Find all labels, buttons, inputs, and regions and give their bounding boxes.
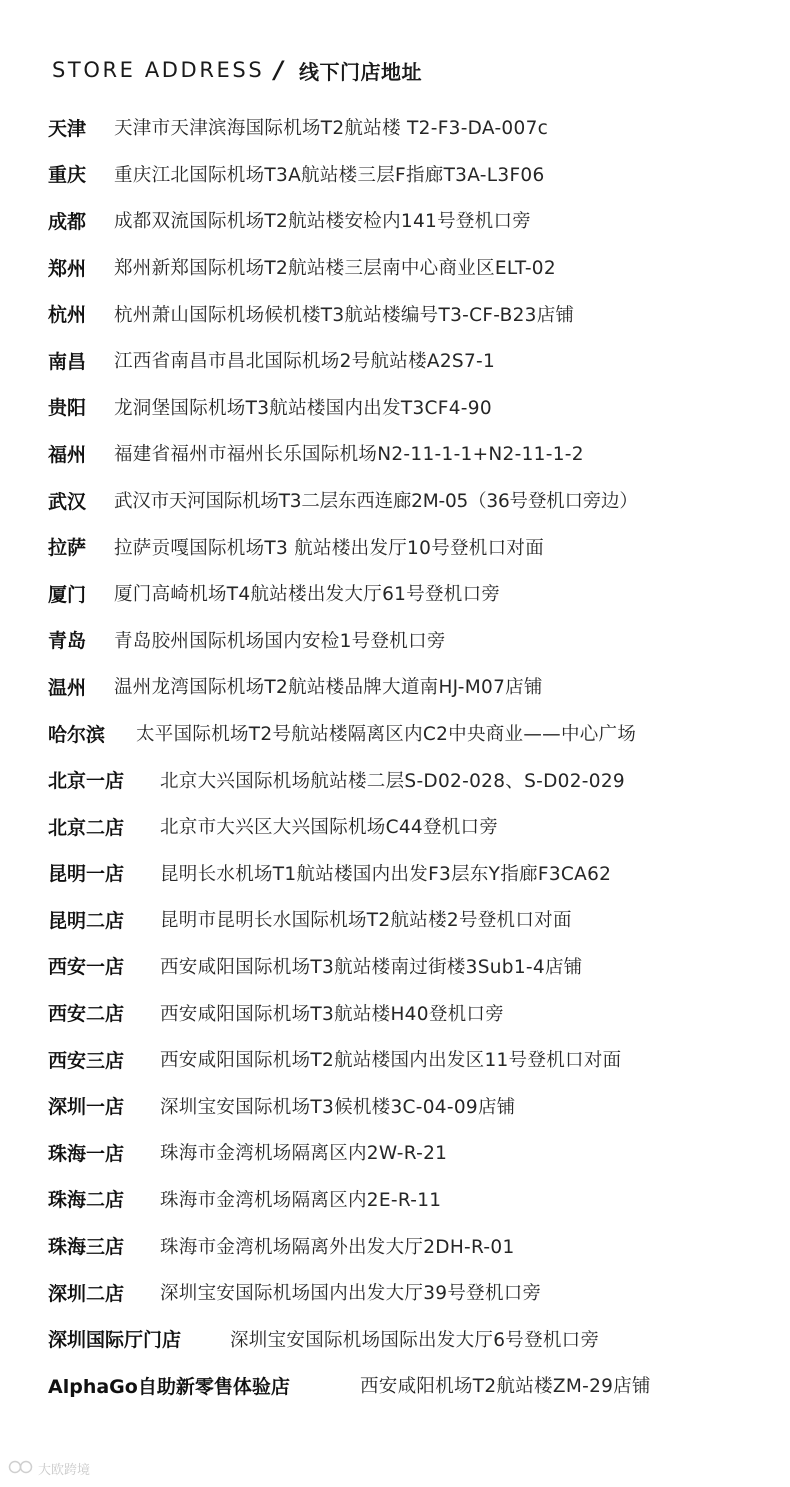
- header-title-en: STORE ADDRESS: [52, 58, 265, 82]
- store-row: [48, 1129, 783, 1176]
- store-city: 珠海一店: [48, 1142, 125, 1165]
- store-address: 深圳宝安国际机场国内出发大厅39号登机口旁: [160, 1283, 542, 1305]
- store-list: [48, 104, 783, 1409]
- store-row: [48, 1036, 783, 1083]
- store-city: 青岛: [48, 630, 87, 653]
- store-row: [48, 244, 783, 291]
- store-city: AlphaGo自助新零售体验店: [48, 1375, 290, 1398]
- header-separator: /: [274, 56, 284, 84]
- store-row: [48, 1222, 783, 1269]
- store-address: 珠海市金湾机场隔离外出发大厅2DH-R-01: [160, 1236, 515, 1258]
- watermark-logo-icon: [8, 1460, 34, 1477]
- store-row: [48, 756, 783, 803]
- store-address: 江西省南昌市昌北国际机场2号航站楼A2S7-1: [114, 351, 496, 373]
- store-address: 深圳宝安国际机场国际出发大厅6号登机口旁: [230, 1329, 600, 1351]
- store-row: [48, 570, 783, 617]
- store-address: 郑州新郑国际机场T2航站楼三层南中心商业区ELT-02: [114, 258, 556, 280]
- store-city: 深圳国际厅门店: [48, 1329, 182, 1352]
- store-row: [48, 850, 783, 897]
- store-row: [48, 989, 783, 1036]
- store-address: 西安咸阳国际机场T2航站楼国内出发区11号登机口对面: [160, 1050, 622, 1072]
- store-city: 温州: [48, 676, 87, 699]
- store-row: [48, 477, 783, 524]
- store-city: 西安一店: [48, 956, 125, 979]
- store-row: [48, 337, 783, 384]
- store-city: 拉萨: [48, 537, 87, 560]
- watermark: [8, 1459, 90, 1478]
- watermark-text: 大欧跨境: [38, 1463, 91, 1478]
- page-header: [52, 52, 422, 88]
- store-city: 哈尔滨: [48, 723, 106, 746]
- store-address: 武汉市天河国际机场T3二层东西连廊2M-05（36号登机口旁边）: [114, 491, 638, 513]
- store-address: 福建省福州市福州长乐国际机场N2-11-1-1+N2-11-1-2: [114, 444, 584, 466]
- store-row: [48, 617, 783, 664]
- store-row: [48, 663, 783, 710]
- store-address: 温州龙湾国际机场T2航站楼品牌大道南HJ-M07店铺: [114, 677, 543, 699]
- header-title-cn: 线下门店地址: [299, 59, 423, 84]
- store-row: [48, 384, 783, 431]
- store-city: 福州: [48, 443, 87, 466]
- store-address: 北京大兴国际机场航站楼二层S-D02-028、S-D02-029: [160, 770, 625, 792]
- store-city: 西安三店: [48, 1049, 125, 1072]
- store-row: [48, 1082, 783, 1129]
- store-row: [48, 104, 783, 151]
- store-city: 成都: [48, 210, 87, 233]
- store-city: 天津: [48, 117, 87, 140]
- store-address: 成都双流国际机场T2航站楼安检内141号登机口旁: [114, 211, 532, 233]
- store-address: 珠海市金湾机场隔离区内2E-R-11: [160, 1189, 442, 1211]
- store-address: 青岛胶州国际机场国内安检1号登机口旁: [114, 630, 446, 652]
- store-city: 贵阳: [48, 397, 87, 420]
- store-address: 昆明长水机场T1航站楼国内出发F3层东Y指廊F3CA62: [160, 863, 612, 885]
- store-city: 昆明一店: [48, 863, 125, 886]
- store-address: 西安咸阳机场T2航站楼ZM-29店铺: [360, 1376, 651, 1398]
- store-city: 昆明二店: [48, 909, 125, 932]
- store-city: 深圳一店: [48, 1096, 125, 1119]
- store-row: [48, 1176, 783, 1223]
- store-city: 北京二店: [48, 816, 125, 839]
- store-row: [48, 943, 783, 990]
- store-row: [48, 430, 783, 477]
- store-city: 深圳二店: [48, 1282, 125, 1305]
- store-city: 珠海二店: [48, 1189, 125, 1212]
- store-address: 太平国际机场T2号航站楼隔离区内C2中央商业——中心广场: [136, 724, 637, 746]
- store-address: 珠海市金湾机场隔离区内2W-R-21: [160, 1143, 448, 1165]
- store-row: [48, 803, 783, 850]
- store-address: 重庆江北国际机场T3A航站楼三层F指廊T3A-L3F06: [114, 164, 545, 186]
- store-row: [48, 151, 783, 198]
- store-city: 杭州: [48, 304, 87, 327]
- store-city: 厦门: [48, 583, 87, 606]
- store-address: 北京市大兴区大兴国际机场C44登机口旁: [160, 817, 499, 839]
- store-address: 昆明市昆明长水国际机场T2航站楼2号登机口对面: [160, 910, 572, 932]
- store-row: [48, 1362, 783, 1409]
- store-city: 重庆: [48, 164, 87, 187]
- store-address: 龙洞堡国际机场T3航站楼国内出发T3CF4-90: [114, 397, 492, 419]
- store-city: 南昌: [48, 350, 87, 373]
- store-city: 北京一店: [48, 770, 125, 793]
- store-row: [48, 523, 783, 570]
- store-row: [48, 197, 783, 244]
- store-address: 天津市天津滨海国际机场T2航站楼 T2-F3-DA-007c: [114, 118, 549, 140]
- store-city: 西安二店: [48, 1003, 125, 1026]
- store-row: [48, 896, 783, 943]
- store-address: 深圳宝安国际机场T3候机楼3C-04-09店铺: [160, 1096, 516, 1118]
- store-row: [48, 1315, 783, 1362]
- store-row: [48, 1269, 783, 1316]
- store-row: [48, 710, 783, 757]
- store-address: 西安咸阳国际机场T3航站楼H40登机口旁: [160, 1003, 505, 1025]
- store-address: 厦门高崎机场T4航站楼出发大厅61号登机口旁: [114, 584, 501, 606]
- store-address: 拉萨贡嘎国际机场T3 航站楼出发厅10号登机口对面: [114, 537, 544, 559]
- store-city: 珠海三店: [48, 1236, 125, 1259]
- store-address: 西安咸阳国际机场T3航站楼南过街楼3Sub1-4店铺: [160, 956, 583, 978]
- store-row: [48, 290, 783, 337]
- store-address: 杭州萧山国际机场候机楼T3航站楼编号T3-CF-B23店铺: [114, 304, 575, 326]
- store-city: 武汉: [48, 490, 87, 513]
- store-city: 郑州: [48, 257, 87, 280]
